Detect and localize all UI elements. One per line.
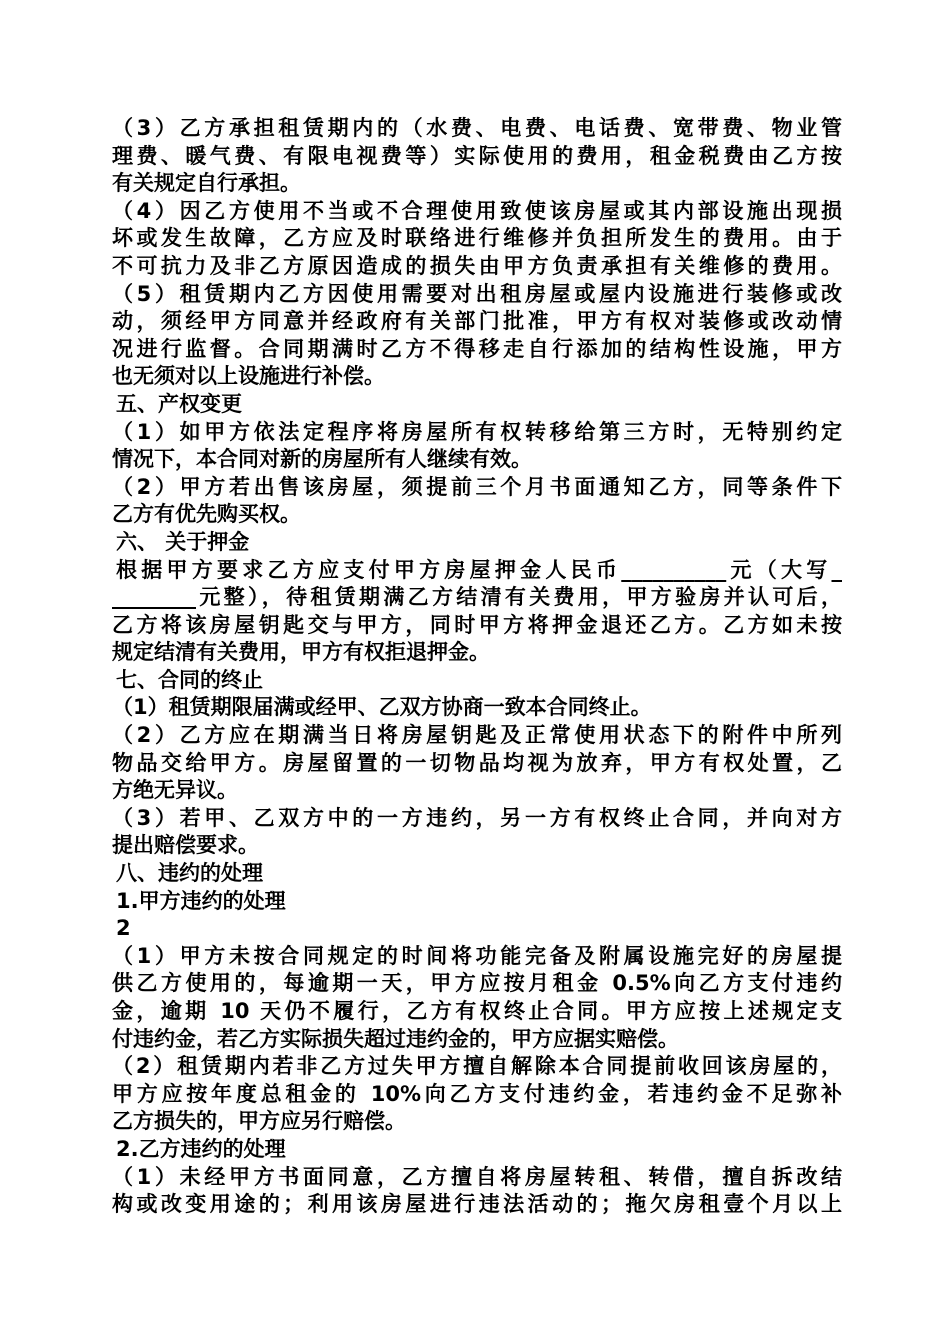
text-line: 况进行监督。合同期满时乙方不得移走自行添加的结构性设施，甲方 [112, 336, 842, 361]
text-line: 不可抗力及非乙方原因造成的损失由甲方负责承担有关维修的费用。 [112, 253, 842, 278]
text-line: （1）租赁期限届满或经甲、乙双方协商一致本合同终止。 [112, 695, 652, 720]
text-line: 甲方应按年度总租金的 10%向乙方支付违约金，若违约金不足弥补 [112, 1081, 842, 1106]
text-line: 供乙方使用的，每逾期一天，甲方应按月租金 0.5%向乙方支付违约 [112, 971, 842, 996]
text-line: 也无须对以上设施进行补偿。 [112, 364, 385, 389]
text-line: ________元整），待租赁期满乙方结清有关费用，甲方验房并认可后， [112, 585, 842, 610]
text-line: 2 [116, 916, 131, 941]
text-line: （3）若甲、乙双方中的一方违约，另一方有权终止合同，并向对方 [112, 805, 842, 830]
text-line: 理费、暖气费、有限电视费等）实际使用的费用，租金税费由乙方按 [112, 143, 842, 168]
text-line: 情况下，本合同对新的房屋所有人继续有效。 [112, 447, 532, 472]
text-line: （4）因乙方使用不当或不合理使用致使该房屋或其内部设施出现损 [112, 198, 842, 223]
text-line: 规定结清有关费用，甲方有权拒退押金。 [112, 640, 490, 665]
section-heading: 七、合同的终止 [116, 667, 263, 692]
text-line: （1）甲方未按合同规定的时间将功能完备及附属设施完好的房屋提 [112, 943, 842, 968]
text-line: 乙方将该房屋钥匙交与甲方，同时甲方将押金退还乙方。乙方如未按 [112, 612, 842, 637]
subsection-heading: 2.乙方违约的处理 [116, 1136, 286, 1161]
contract-page [112, 115, 842, 1219]
text-line: 动，须经甲方同意并经政府有关部门批准，甲方有权对装修或改动情 [112, 309, 842, 334]
text-line: （2）乙方应在期满当日将房屋钥匙及正常使用状态下的附件中所列 [112, 723, 842, 748]
text-line: （2）甲方若出售该房屋，须提前三个月书面通知乙方，同等条件下 [112, 474, 842, 499]
text-line: 有关规定自行承担。 [112, 171, 301, 196]
text-line: （5）租赁期内乙方因使用需要对出租房屋或屋内设施进行装修或改 [112, 281, 842, 306]
text-line: （1）如甲方依法定程序将房屋所有权转移给第三方时，无特别约定 [112, 419, 842, 444]
text-line: 乙方有优先购买权。 [112, 502, 301, 527]
text-line: （3）乙方承担租赁期内的（水费、电费、电话费、宽带费、物业管 [112, 116, 842, 140]
text-line: （1）未经甲方书面同意，乙方擅自将房屋转租、转借，擅自拆改结 [112, 1164, 842, 1189]
text-line: 物品交给甲方。房屋留置的一切物品均视为放弃，甲方有权处置，乙 [112, 750, 842, 775]
text-line: 提出赔偿要求。 [112, 833, 259, 858]
subsection-heading: 1.甲方违约的处理 [116, 888, 286, 913]
section-heading: 六、 关于押金 [116, 529, 250, 554]
text-line: （2）租赁期内若非乙方过失甲方擅自解除本合同提前收回该房屋的， [112, 1054, 842, 1079]
text-line: 付违约金，若乙方实际损失超过违约金的，甲方应据实赔偿。 [112, 1026, 679, 1051]
section-heading: 五、产权变更 [116, 391, 242, 416]
text-line: 方绝无异议。 [112, 778, 238, 803]
text-line: 金，逾期 10 天仍不履行，乙方有权终止合同。甲方应按上述规定支 [112, 999, 842, 1023]
text-line: 坏或发生故障，乙方应及时联络进行维修并负担所发生的费用。由于 [112, 226, 842, 251]
text-line: 乙方损失的，甲方应另行赔偿。 [112, 1109, 406, 1134]
section-heading: 八、违约的处理 [116, 861, 263, 886]
text-line: 构或改变用途的；利用该房屋进行违法活动的；拖欠房租壹个月以上 [112, 1192, 842, 1217]
text-line: 根据甲方要求乙方应支付甲方房屋押金人民币__________元（大写_ [116, 557, 842, 582]
